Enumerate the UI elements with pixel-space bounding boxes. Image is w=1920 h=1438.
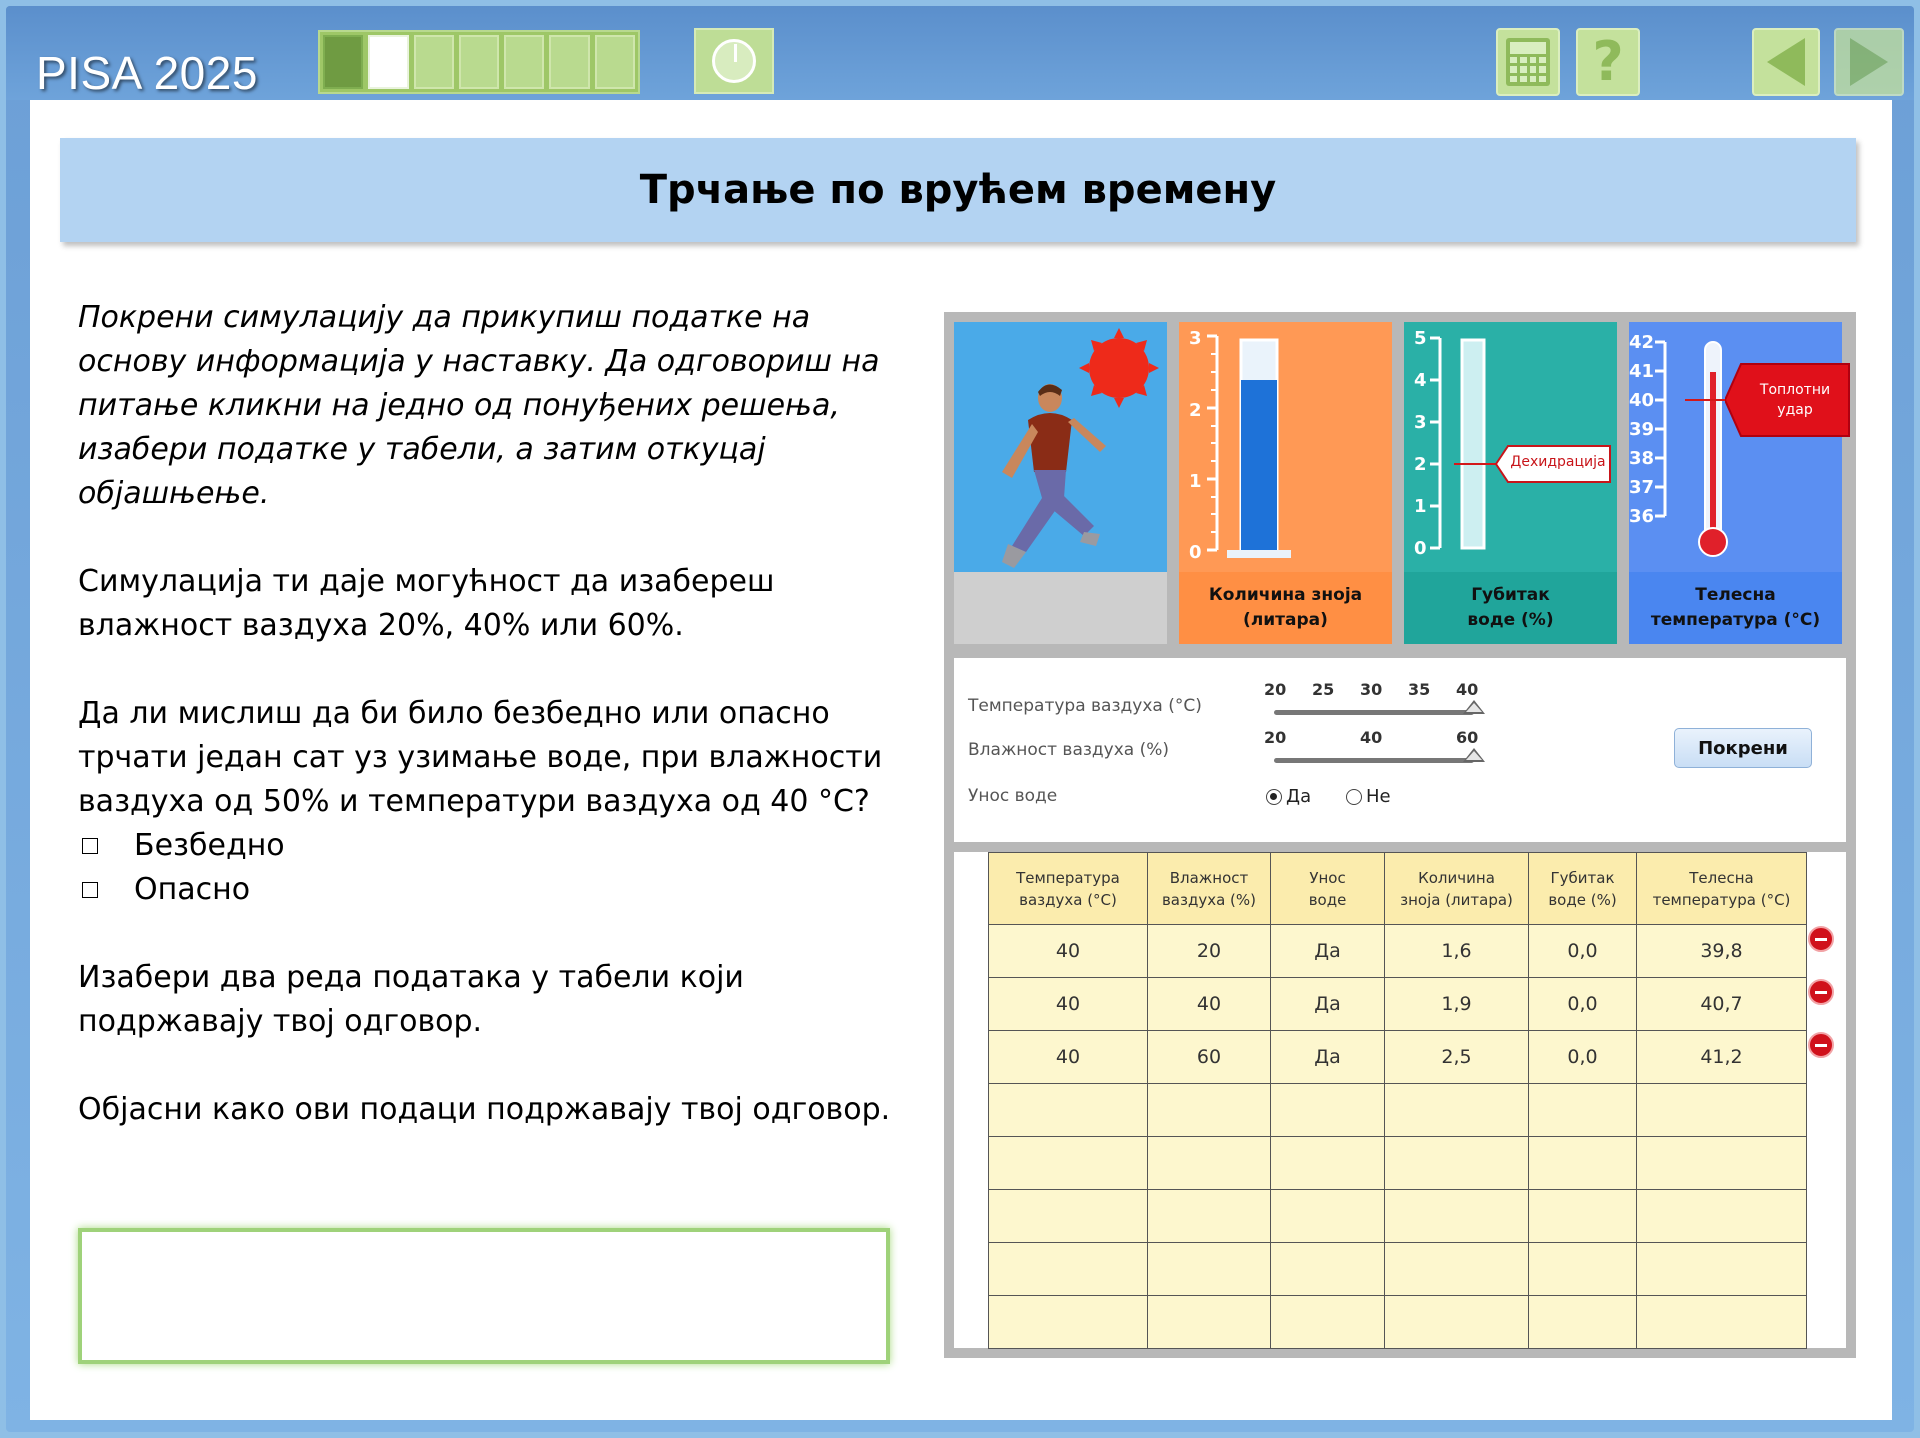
runner-tile (954, 322, 1167, 644)
help-button[interactable] (1576, 28, 1640, 96)
table-row-empty (989, 1243, 1807, 1296)
table-cell: 1,9 (1385, 978, 1529, 1031)
table-cell: Да (1271, 1031, 1385, 1084)
col-header-body-temp: Телесна температура (°C) (1637, 853, 1807, 925)
page-title: Трчање по врућем времену (639, 167, 1277, 213)
next-button[interactable] (1834, 28, 1904, 96)
checkbox[interactable] (82, 838, 98, 854)
table-cell: 20 (1148, 925, 1271, 978)
col-header-sweat: Количина зноја (литара) (1385, 853, 1529, 925)
water-intake-label: Унос воде (968, 786, 1058, 806)
table-row-empty (989, 1190, 1807, 1243)
air-temp-label: Температура ваздуха (°C) (968, 696, 1202, 716)
humidity-slider[interactable] (1274, 758, 1474, 763)
results-table-area (954, 852, 1846, 1348)
air-temp-tick: 30 (1360, 680, 1383, 699)
thermometer-gauge (1629, 322, 1859, 572)
app-frame (6, 6, 1914, 1432)
arrow-left-icon (1767, 38, 1805, 86)
simulation-note: Симулација ти даје могућност да изабереш влажност ваздуха 20%, 40% или 60%. (78, 564, 775, 643)
question-text: Да ли мислиш да би било безбедно или опасно трчати један сат уз узимање воде, при влажности ваздуха од 50% и температури ваздуха од 40 °C? (78, 696, 883, 819)
water-intake-no[interactable]: Не (1346, 786, 1391, 807)
body-temp-tile (1629, 322, 1842, 644)
table-cell: 0,0 (1529, 978, 1637, 1031)
arrow-right-icon (1850, 38, 1888, 86)
water-scale-3: 3 (1414, 412, 1427, 433)
runner-figure (1002, 384, 1106, 568)
progress-segment (414, 35, 454, 89)
progress-segment (459, 35, 499, 89)
air-temp-slider[interactable] (1274, 710, 1474, 715)
table-row-empty (989, 1137, 1807, 1190)
radio-button-selected[interactable] (1266, 789, 1282, 805)
water-scale-2: 2 (1414, 454, 1427, 475)
delete-row-2-icon[interactable] (1808, 979, 1834, 1005)
temp-scale-36: 36 (1629, 506, 1655, 527)
table-row-empty (989, 1084, 1807, 1137)
table-cell: 40 (989, 978, 1148, 1031)
progress-segment (504, 35, 544, 89)
temp-scale-42: 42 (1629, 332, 1655, 353)
temp-scale-37: 37 (1629, 477, 1655, 498)
progress-segment (323, 35, 363, 89)
water-loss-tile (1404, 322, 1617, 644)
select-rows-text: Изабери два реда података у табели који подржавају твој одговор. (78, 960, 744, 1039)
simulation-controls (954, 658, 1846, 842)
table-cell: 40 (1148, 978, 1271, 1031)
sweat-tile (1179, 322, 1392, 644)
sweat-scale-1: 1 (1189, 471, 1202, 492)
results-table (988, 852, 1807, 1349)
explanation-input[interactable] (78, 1228, 890, 1364)
body-temp-label: Телесна температура (°C) (1629, 572, 1842, 644)
progress-segment (549, 35, 589, 89)
temp-scale-38: 38 (1629, 448, 1655, 469)
sweat-label: Количина зноја (литара) (1179, 572, 1392, 644)
water-loss-gauge (1404, 322, 1617, 572)
col-header-water-loss: Губитак воде (%) (1529, 853, 1637, 925)
delete-row-3-icon[interactable] (1808, 1032, 1834, 1058)
water-scale-5: 5 (1414, 328, 1427, 349)
title-banner (60, 138, 1856, 242)
delete-row-1-icon[interactable] (1808, 926, 1834, 952)
table-cell: 60 (1148, 1031, 1271, 1084)
table-row-empty (989, 1296, 1807, 1349)
table-row[interactable] (989, 978, 1807, 1031)
table-row[interactable] (989, 1031, 1807, 1084)
progress-segment-current (368, 35, 408, 89)
option-dangerous[interactable] (78, 868, 898, 912)
previous-button[interactable] (1752, 28, 1820, 96)
temp-scale-41: 41 (1629, 361, 1655, 382)
air-temp-tick: 20 (1264, 680, 1287, 699)
water-scale-4: 4 (1414, 370, 1427, 391)
table-cell: 39,8 (1637, 925, 1807, 978)
sweat-scale-2: 2 (1189, 400, 1202, 421)
option-label: Безбедно (134, 828, 285, 863)
air-temp-tick: 40 (1456, 680, 1479, 699)
checkbox[interactable] (82, 882, 98, 898)
humidity-tick: 20 (1264, 728, 1287, 747)
table-row[interactable] (989, 925, 1807, 978)
explain-text: Објасни како ови подаци подржавају твој одговор. (78, 1092, 891, 1127)
calculator-icon (1506, 38, 1550, 86)
sweat-cylinder-gauge (1179, 322, 1392, 572)
sweat-scale-3: 3 (1189, 328, 1202, 349)
water-scale-1: 1 (1414, 496, 1427, 517)
heatstroke-marker: Топлотни удар (1759, 382, 1831, 418)
question-column (78, 296, 898, 1132)
progress-indicator (318, 30, 640, 94)
air-temp-tick: 25 (1312, 680, 1335, 699)
col-header-air-temp: Температура ваздуха (°C) (989, 853, 1148, 925)
air-temp-slider-thumb[interactable] (1463, 700, 1485, 714)
clock-icon (712, 39, 756, 83)
table-cell: 40 (989, 925, 1148, 978)
air-temp-tick: 35 (1408, 680, 1431, 699)
dehydration-marker: Дехидрација (1510, 454, 1606, 470)
humidity-tick: 40 (1360, 728, 1383, 747)
top-bar (6, 6, 1914, 100)
progress-segment (595, 35, 635, 89)
sweat-scale-0: 0 (1189, 542, 1202, 563)
temp-scale-39: 39 (1629, 419, 1655, 440)
question-mark-icon: ? (1592, 30, 1624, 93)
col-header-water-intake: Унос воде (1271, 853, 1385, 925)
table-cell: 0,0 (1529, 925, 1637, 978)
col-header-humidity: Влажност ваздуха (%) (1148, 853, 1271, 925)
water-scale-0: 0 (1414, 538, 1427, 559)
option-safe[interactable] (78, 824, 898, 868)
option-label: Опасно (134, 872, 251, 907)
runner-illustration (954, 322, 1167, 644)
table-cell: 1,6 (1385, 925, 1529, 978)
water-loss-label: Губитак воде (%) (1404, 572, 1617, 644)
sun-icon (1079, 328, 1159, 408)
run-simulation-button[interactable]: Покрени (1674, 728, 1812, 768)
humidity-label: Влажност ваздуха (%) (968, 740, 1170, 760)
radio-button[interactable] (1346, 789, 1362, 805)
table-cell: 41,2 (1637, 1031, 1807, 1084)
humidity-slider-thumb[interactable] (1463, 748, 1485, 762)
table-cell: Да (1271, 978, 1385, 1031)
app-logo: PISA 2025 (36, 47, 258, 99)
temp-scale-40: 40 (1629, 390, 1655, 411)
content-panel (30, 100, 1892, 1420)
instructions-text: Покрени симулацију да прикупиш податке на основу информација у наставку. Да одговориш на питање кликни на једно од понуђених решења, изабери податке у табели, а затим откуцај објашњење. (78, 300, 880, 511)
table-header-row (989, 853, 1807, 925)
table-cell: 40 (989, 1031, 1148, 1084)
humidity-tick: 60 (1456, 728, 1479, 747)
table-cell: Да (1271, 925, 1385, 978)
table-cell: 2,5 (1385, 1031, 1529, 1084)
table-cell: 0,0 (1529, 1031, 1637, 1084)
water-intake-yes[interactable]: Да (1266, 786, 1311, 807)
simulation-panel (944, 312, 1856, 1358)
table-cell: 40,7 (1637, 978, 1807, 1031)
calculator-button[interactable] (1496, 28, 1560, 96)
timer-button[interactable] (694, 28, 774, 94)
